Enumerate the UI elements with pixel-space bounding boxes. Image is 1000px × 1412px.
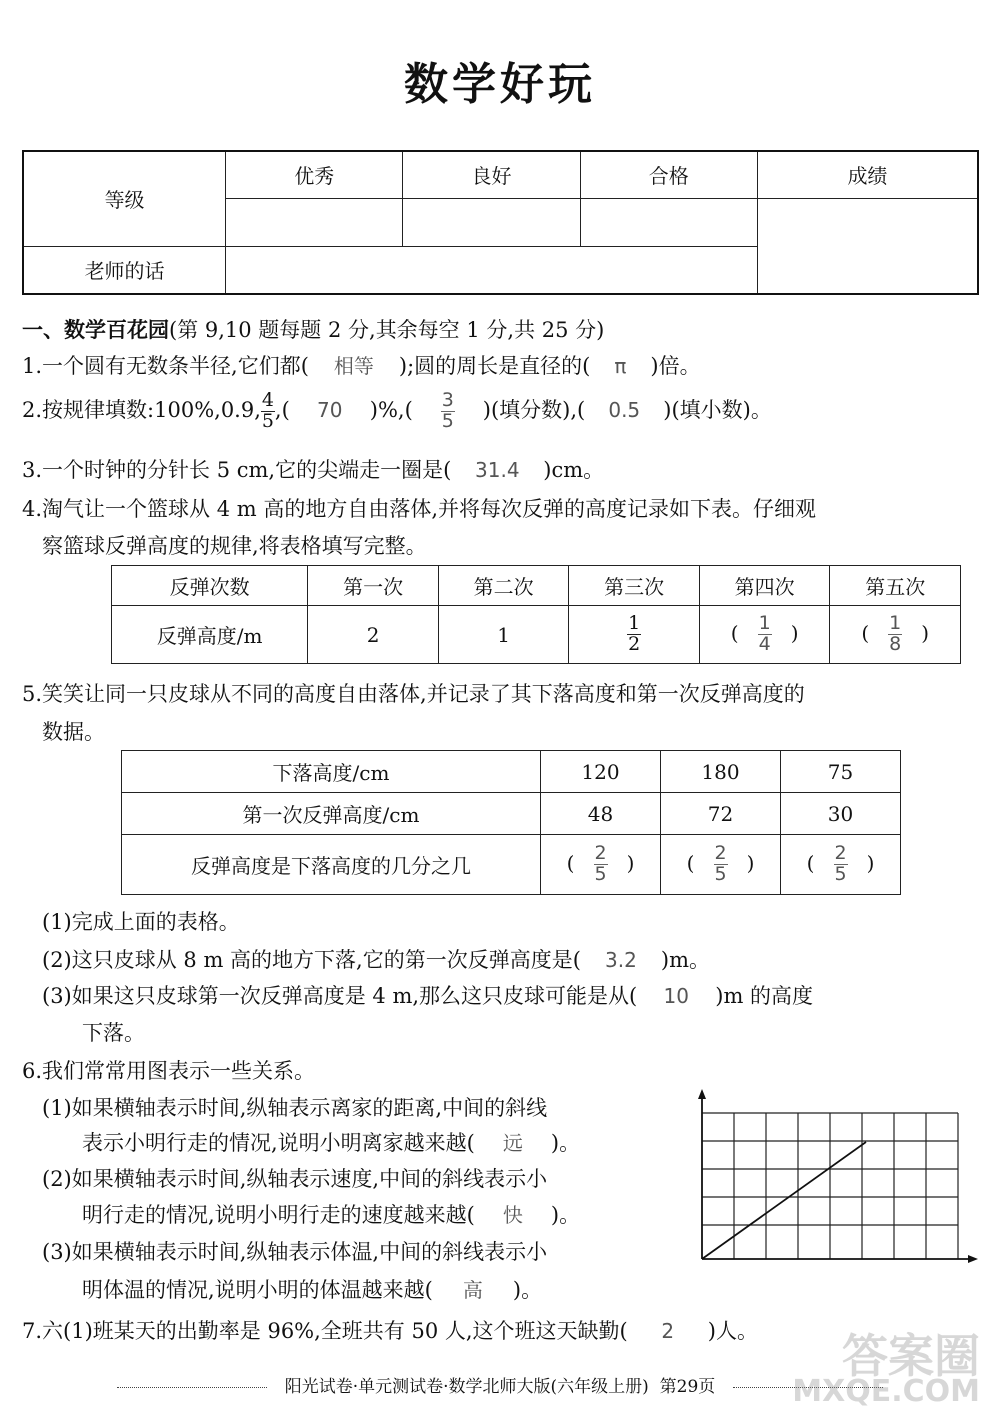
paren-open: (	[730, 621, 739, 645]
q2-answer-2-num: 3	[441, 389, 454, 411]
x-axis-arrow-icon	[968, 1255, 978, 1263]
q6-intro: 6.我们常常用图表示一些关系。	[22, 1059, 316, 1083]
q1-text-a: 1.一个圆有无数条半径,它们都(	[22, 354, 309, 378]
q2-answer-2	[441, 391, 455, 432]
header-excellent: 优秀	[226, 151, 403, 198]
ball-row1-v2: 180	[661, 751, 781, 793]
bounce-row-label: 反弹高度/m	[112, 606, 308, 664]
q5-sub3-text-b: )m 的高度	[715, 984, 814, 1008]
q5-sub2-answer: 3.2	[605, 948, 637, 972]
q5-sub2-text-a: (2)这只皮球从 8 m 高的地方下落,它的第一次反弹高度是(	[42, 948, 581, 972]
bounce-value-3-num: 1	[628, 612, 641, 635]
paren-close: )	[866, 851, 875, 875]
paren-open: (	[566, 851, 575, 875]
question-7	[22, 1315, 758, 1345]
y-axis-arrow-icon	[698, 1089, 706, 1099]
q4-line-2: 察篮球反弹高度的规律,将表格填写完整。	[42, 534, 427, 558]
q2-frac-den: 5	[261, 409, 274, 432]
bounce-header-5: 第五次	[830, 566, 961, 606]
paren-close: )	[626, 851, 635, 875]
bounce-value-3	[569, 606, 700, 664]
frac-den: 5	[834, 863, 847, 885]
question-3	[22, 454, 604, 484]
comment-cell[interactable]	[226, 246, 758, 294]
bounce-value-3-den: 2	[628, 633, 641, 655]
q6-sub2-text-a: 明行走的情况,说明小明行走的速度越来越(	[82, 1203, 475, 1227]
q7-answer: 2	[661, 1319, 675, 1343]
q6-sub1-text-b: )。	[550, 1131, 581, 1155]
cell-good[interactable]	[403, 198, 580, 246]
footer-text: 阳光试卷·单元测试卷·数学北师大版(六年级上册)	[284, 1377, 649, 1397]
q2-answer-2-den: 5	[441, 409, 454, 432]
q7-text-a: 7.六(1)班某天的出勤率是 96%,全班共有 50 人,这个班这天缺勤(	[22, 1319, 628, 1343]
q2-fraction	[261, 391, 275, 432]
ball-row3-v3	[781, 835, 901, 895]
q5-sub-1: (1)完成上面的表格。	[42, 910, 240, 934]
q3-answer: 31.4	[475, 458, 520, 482]
q2-frac-num: 4	[261, 389, 274, 411]
section-note: (第 9,10 题每题 2 分,其余每空 1 分,共 25 分)	[169, 318, 605, 342]
q2-text-c: )%,(	[369, 397, 413, 422]
frac-num: 2	[714, 842, 727, 865]
cell-pass[interactable]	[580, 198, 757, 246]
watermark-url: MXQE.COM	[792, 1374, 980, 1409]
paren-open: (	[686, 851, 695, 875]
paren-open: (	[806, 851, 815, 875]
q5-sub3-text-a: (3)如果这只皮球第一次反弹高度是 4 m,那么这只皮球可能是从(	[42, 984, 638, 1008]
q1-answer-1: 相等	[333, 354, 374, 378]
ball-row3-v1	[541, 835, 661, 895]
q3-text-a: 3.一个时钟的分针长 5 cm,它的尖端走一圈是(	[22, 458, 452, 482]
q6-sub3-answer: 高	[462, 1278, 483, 1302]
q6-sub3-text-a: 明体温的情况,说明小明的体温越来越(	[82, 1278, 433, 1302]
ball-row2-label: 第一次反弹高度/cm	[122, 793, 541, 835]
q6-sub3-line-2	[82, 1274, 542, 1304]
ball-table	[121, 750, 901, 895]
q6-sub1-line-1: (1)如果横轴表示时间,纵轴表示离家的距离,中间的斜线	[42, 1096, 548, 1120]
q1-text-b: );圆的周长是直径的(	[398, 354, 591, 378]
bounce-value-5-den: 8	[889, 633, 902, 655]
section-title: 一、数学百花园	[22, 317, 169, 342]
frac-num: 2	[594, 842, 607, 865]
header-good: 良好	[403, 151, 580, 198]
q5-sub-3	[42, 980, 813, 1010]
bounce-value-2: 1	[438, 606, 569, 664]
q5-line-2: 数据。	[42, 720, 105, 744]
bounce-table	[111, 565, 961, 664]
ball-row3-v2	[661, 835, 781, 895]
diagonal-line	[702, 1142, 866, 1259]
q2-answer-3: 0.5	[608, 397, 641, 422]
frac-num: 2	[834, 842, 847, 865]
ball-row2-v1: 48	[541, 793, 661, 835]
section-heading	[22, 314, 604, 344]
ball-row2-v2: 72	[661, 793, 781, 835]
paren-open: (	[861, 621, 870, 645]
bounce-value-5	[830, 606, 961, 664]
relation-graph	[690, 1085, 980, 1275]
bounce-header-1: 第一次	[308, 566, 439, 606]
bounce-value-1: 2	[308, 606, 439, 664]
paren-close: )	[790, 621, 799, 645]
header-score: 成绩	[757, 151, 978, 198]
q7-text-b: )人。	[707, 1319, 758, 1343]
cell-excellent[interactable]	[226, 198, 403, 246]
comment-label: 老师的话	[23, 246, 226, 294]
bounce-header-2: 第二次	[438, 566, 569, 606]
paren-close: )	[921, 621, 930, 645]
graph-grid	[702, 1113, 958, 1259]
grade-table	[22, 150, 979, 295]
q6-sub3-line-1: (3)如果横轴表示时间,纵轴表示体温,中间的斜线表示小	[42, 1240, 548, 1264]
q6-sub2-line-1: (2)如果横轴表示时间,纵轴表示速度,中间的斜线表示小	[42, 1167, 548, 1191]
q6-sub3-text-b: )。	[512, 1278, 543, 1302]
cell-score[interactable]	[757, 198, 978, 294]
question-1	[22, 350, 701, 380]
ball-row1-v3: 75	[781, 751, 901, 793]
header-pass: 合格	[580, 151, 757, 198]
q6-sub2-line-2	[82, 1199, 580, 1229]
q5-line-1: 5.笑笑让同一只皮球从不同的高度自由落体,并记录了其下落高度和第一次反弹高度的	[22, 682, 805, 706]
ball-row1-label: 下落高度/cm	[122, 751, 541, 793]
ball-row1-v1: 120	[541, 751, 661, 793]
question-2	[22, 391, 772, 432]
q6-sub1-line-2	[82, 1127, 580, 1157]
bounce-value-4-num: 1	[758, 612, 771, 635]
paren-close: )	[746, 851, 755, 875]
watermark-logo: 答案圈	[842, 1329, 980, 1383]
bounce-header-4: 第四次	[699, 566, 830, 606]
page-title: 数学好玩	[404, 59, 596, 110]
q3-text-b: )cm。	[543, 458, 605, 482]
q5-sub2-text-b: )m。	[660, 948, 711, 972]
ball-row3-label: 反弹高度是下落高度的几分之几	[122, 835, 541, 895]
bounce-header-3: 第三次	[569, 566, 700, 606]
q2-text-d: )(填分数),(	[482, 397, 586, 422]
footer-dots-left	[117, 1387, 267, 1388]
q2-answer-1: 70	[317, 397, 343, 422]
q5-sub3-answer: 10	[663, 984, 689, 1008]
q5-sub-2	[42, 944, 710, 974]
q2-text-b: ,(	[274, 397, 290, 422]
q1-text-c: )倍。	[650, 354, 701, 378]
q2-text-e: )(填小数)。	[663, 397, 772, 422]
q6-sub1-text-a: 表示小明行走的情况,说明小明离家越来越(	[82, 1131, 475, 1155]
bounce-value-5-num: 1	[889, 612, 902, 635]
q6-sub2-answer: 快	[502, 1203, 523, 1227]
ball-row2-v3: 30	[781, 793, 901, 835]
bounce-value-4	[699, 606, 830, 664]
footer-page-number: 第29页	[659, 1377, 716, 1397]
frac-den: 5	[714, 863, 727, 885]
q4-line-1: 4.淘气让一个篮球从 4 m 高的地方自由落体,并将每次反弹的高度记录如下表。仔细观	[22, 497, 817, 521]
frac-den: 5	[594, 863, 607, 885]
bounce-value-4-den: 4	[758, 633, 771, 655]
grade-label: 等级	[23, 151, 226, 246]
q1-answer-2: π	[614, 354, 627, 378]
q5-sub-3-line-2: 下落。	[82, 1021, 145, 1045]
q6-sub2-text-b: )。	[550, 1203, 581, 1227]
q6-sub1-answer: 远	[502, 1131, 523, 1155]
bounce-header-count: 反弹次数	[112, 566, 308, 606]
q2-text-a: 2.按规律填数:100%,0.9,	[22, 397, 261, 422]
